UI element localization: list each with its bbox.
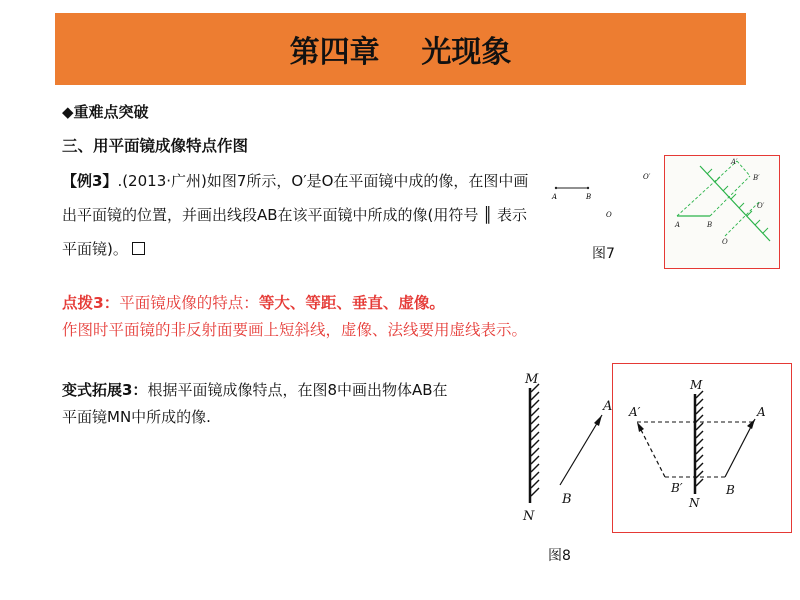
tip-line-2: 作图时平面镜的非反射面要画上短斜线，虚像、法线要用虚线表示。 (62, 321, 528, 339)
figure-8-problem (505, 368, 620, 528)
answer-checkbox-icon (132, 242, 145, 255)
chapter-title: 第四章 光现象 (289, 35, 512, 70)
normal-lines (677, 161, 760, 236)
fig7-ans-label-b: B (707, 221, 713, 229)
answer-mirror-hatch (696, 391, 703, 486)
fig8-ans-label-a: A (757, 405, 766, 419)
variant-text: 根据平面镜成像特点，在图8中画出物体AB在平面镜MN中所成的像. (62, 381, 448, 426)
fig8-label-m: M (525, 372, 539, 387)
figure-7-answer-box (664, 155, 780, 269)
image-arrowhead-a (637, 422, 644, 432)
fig7-label-o: O (606, 211, 612, 219)
fig8-label-a: A (603, 399, 613, 414)
example-text: .(2013·广州)如图7所示，O′是O在平面镜中成的像，在图中画出平面镜的位置，并画出线段AB在该平面镜中所成的像(用符号 ║ 表示平面镜)。 (62, 172, 529, 258)
arrowhead-a (594, 415, 602, 426)
example-tag: 【例3】 (62, 172, 118, 190)
figure-8-answer-box (612, 363, 792, 533)
example-problem (62, 164, 532, 266)
figure-8-answer (613, 364, 790, 531)
variant-label: 变式拓展3： (62, 381, 148, 399)
fig8-ans-label-b: B (726, 483, 735, 497)
mirror-mn-hatch (531, 384, 539, 496)
fig7-ans-label-o-prime: O′ (757, 202, 765, 210)
fig7-ans-label-a-prime: A′ (731, 158, 738, 166)
fig8-ans-label-n: N (689, 496, 700, 510)
fig7-label-b: B (586, 193, 592, 201)
fig8-label-n: N (523, 509, 535, 524)
fig8-ans-label-m: M (690, 378, 703, 392)
fig8-ans-label-b-prime: B′ (671, 481, 683, 495)
point-b (587, 187, 589, 189)
arrow-ab (560, 415, 602, 485)
figure-8-caption: 图8 (548, 548, 571, 564)
tip-line-1 (62, 290, 782, 317)
tip-label: 点拨3： (62, 294, 120, 312)
section-heading: ◆重难点突破 (62, 103, 149, 121)
point-a (555, 187, 557, 189)
fig7-ans-label-b-prime: B′ (753, 174, 760, 182)
fig7-label-o-prime: O′ (643, 173, 651, 181)
tip-block (62, 290, 782, 344)
fig8-label-b: B (562, 492, 572, 507)
figure-7-problem (548, 165, 658, 245)
variant-problem (62, 377, 462, 431)
fig7-ans-label-o: O (722, 238, 728, 246)
title-bar (55, 13, 746, 85)
fig7-ans-label-a: A (675, 221, 681, 229)
figure-7-answer (665, 156, 778, 267)
answer-arrowhead-a (747, 419, 755, 429)
figure-7-caption: 图7 (592, 246, 615, 262)
fig7-label-a: A (552, 193, 558, 201)
tip-emphasis: 等大、等距、垂直、虚像。 (258, 294, 445, 312)
fig8-ans-label-a-prime: A′ (629, 405, 641, 419)
topic-heading: 三、用平面镜成像特点作图 (62, 137, 249, 155)
tip-text: 平面镜成像的特点： (119, 294, 259, 312)
